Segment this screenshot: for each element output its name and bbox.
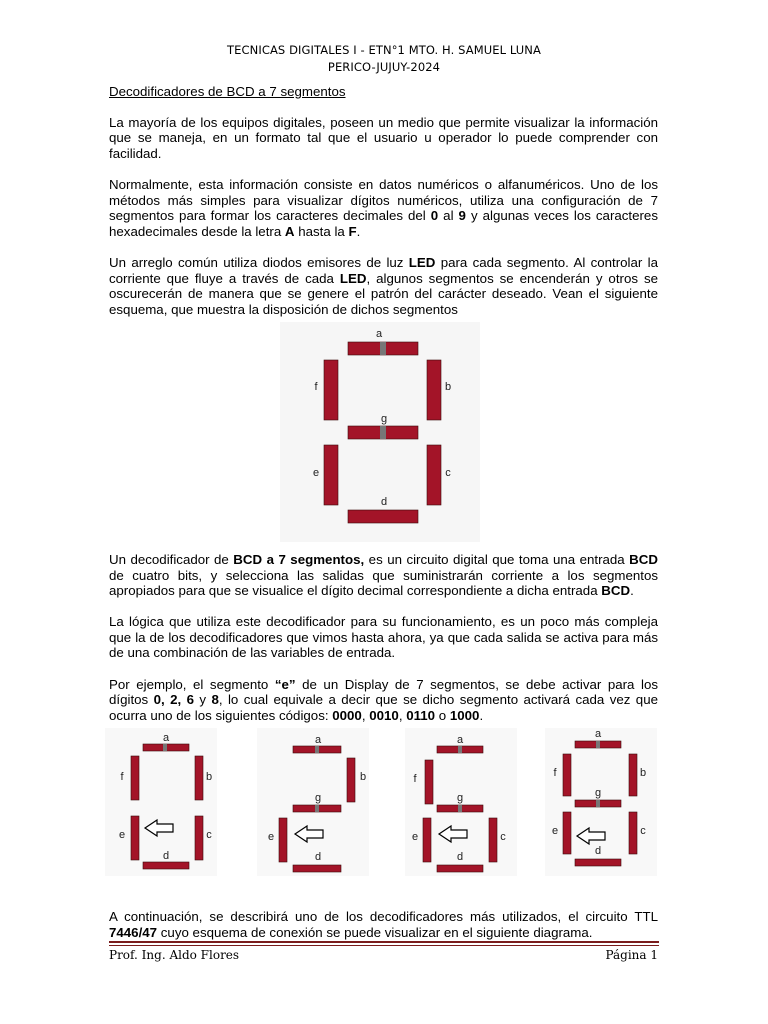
digit-eight-display (545, 728, 657, 876)
segment-d (348, 510, 418, 523)
digit-examples (105, 728, 665, 878)
digit-two-display (257, 728, 369, 876)
paragraph-1: La mayoría de los equipos digitales, poseen un medio que permite visualizar la información que se maneja, en un formato tal que el usuario u operador lo puede comprender con facilidad. (109, 114, 658, 161)
paragraph-6: Por ejemplo, el segmento “e” de un Display de 7 segmentos, se debe activar para los dígitos 0, 2, 6 y 8, lo cual equivale a decir que se dicho segmento activará cada vez que ocurra uno de los siguientes códigos: 0000, 0010, 0110 o 1000. (109, 676, 658, 723)
segment-c (427, 445, 441, 505)
segment-label-f: f (314, 381, 318, 393)
svg-text:e: e (411, 831, 419, 843)
segment-label-a: a (375, 328, 383, 340)
paragraph-2: Normalmente, esta información consiste en datos numéricos o alfanuméricos. Uno de los métodos más simples para visualizar dígitos numéricos, utiliza una configuración de 7 segmentos para formar los caracteres decimales del 0 al 9 y algunas veces los caracteres hexadecimales desde la letra A hasta la F. (109, 176, 658, 239)
page-number: Página 1 (605, 948, 658, 962)
svg-text:b: b (639, 767, 647, 779)
svg-text:d: d (456, 851, 464, 863)
digit-zero-display (105, 728, 217, 876)
svg-text:f: f (120, 771, 124, 783)
segment-e (324, 445, 338, 505)
header-line-2: PERICO-JUJUY-2024 (327, 60, 441, 74)
header-line-1: TECNICAS DIGITALES I - ETN°1 MTO. H. SAMUEL LUNA (227, 43, 541, 57)
svg-text:c: c (206, 829, 212, 841)
svg-text:a: a (162, 732, 170, 744)
digit-six-display (405, 728, 517, 876)
page-footer (109, 948, 658, 962)
footer-rule-thick (109, 941, 659, 943)
segment-label-e: e (312, 467, 320, 479)
svg-text:c: c (500, 831, 506, 843)
segment-label-d: d (380, 496, 388, 508)
svg-text:d: d (162, 850, 170, 862)
svg-text:b: b (205, 771, 213, 783)
svg-text:g: g (456, 792, 464, 804)
svg-text:g: g (594, 787, 602, 799)
segment-label-g: g (380, 413, 388, 425)
svg-text:c: c (640, 825, 646, 837)
section-title: Decodificadores de BCD a 7 segmentos (109, 84, 346, 99)
svg-text:e: e (267, 831, 275, 843)
segment-f (324, 360, 338, 420)
seven-segment-diagram (280, 322, 480, 542)
svg-text:f: f (413, 773, 417, 785)
paragraph-4: Un decodificador de BCD a 7 segmentos, es un circuito digital que toma una entrada BCD de cuatro bits, y selecciona las salidas que suministrarán corriente a los segmentos apropiados para que se visualice el dígito decimal correspondiente a dicha entrada BCD. (109, 551, 658, 599)
footer-rule-thin (109, 945, 659, 946)
segment-label-b: b (444, 381, 452, 393)
segment-label-c: c (445, 467, 451, 479)
footer-author: Prof. Ing. Aldo Flores (109, 948, 240, 962)
svg-text:a: a (594, 728, 602, 740)
page-header (0, 42, 768, 76)
svg-text:e: e (551, 825, 559, 837)
paragraph-7: A continuación, se describirá uno de los decodificadores más utilizados, el circuito TTL 7446/47 cuyo esquema de conexión se puede visualizar en el siguiente diagrama. (109, 909, 658, 940)
segment-b (427, 360, 441, 420)
svg-text:d: d (594, 845, 602, 857)
svg-text:d: d (314, 851, 322, 863)
svg-text:g: g (314, 792, 322, 804)
paragraph-3: Un arreglo común utiliza diodos emisores de luz LED para cada segmento. Al controlar la corriente que fluye a través de cada LED, algunos segmentos se encenderán y otros se oscurecerán de manera que se genere el patrón del carácter deseado. Vean el siguiente esquema, que muestra la disposición de dichos segmentos (109, 254, 658, 317)
svg-text:e: e (118, 829, 126, 841)
svg-text:b: b (359, 771, 367, 783)
paragraph-5: La lógica que utiliza este decodificador para su funcionamiento, es un poco más compleja que la de los decodificadores que vimos hasta ahora, ya que cada salida se activa para más de una combinación de las variables de entrada. (109, 614, 658, 661)
svg-text:a: a (314, 734, 322, 746)
svg-text:a: a (456, 734, 464, 746)
svg-text:f: f (553, 767, 557, 779)
